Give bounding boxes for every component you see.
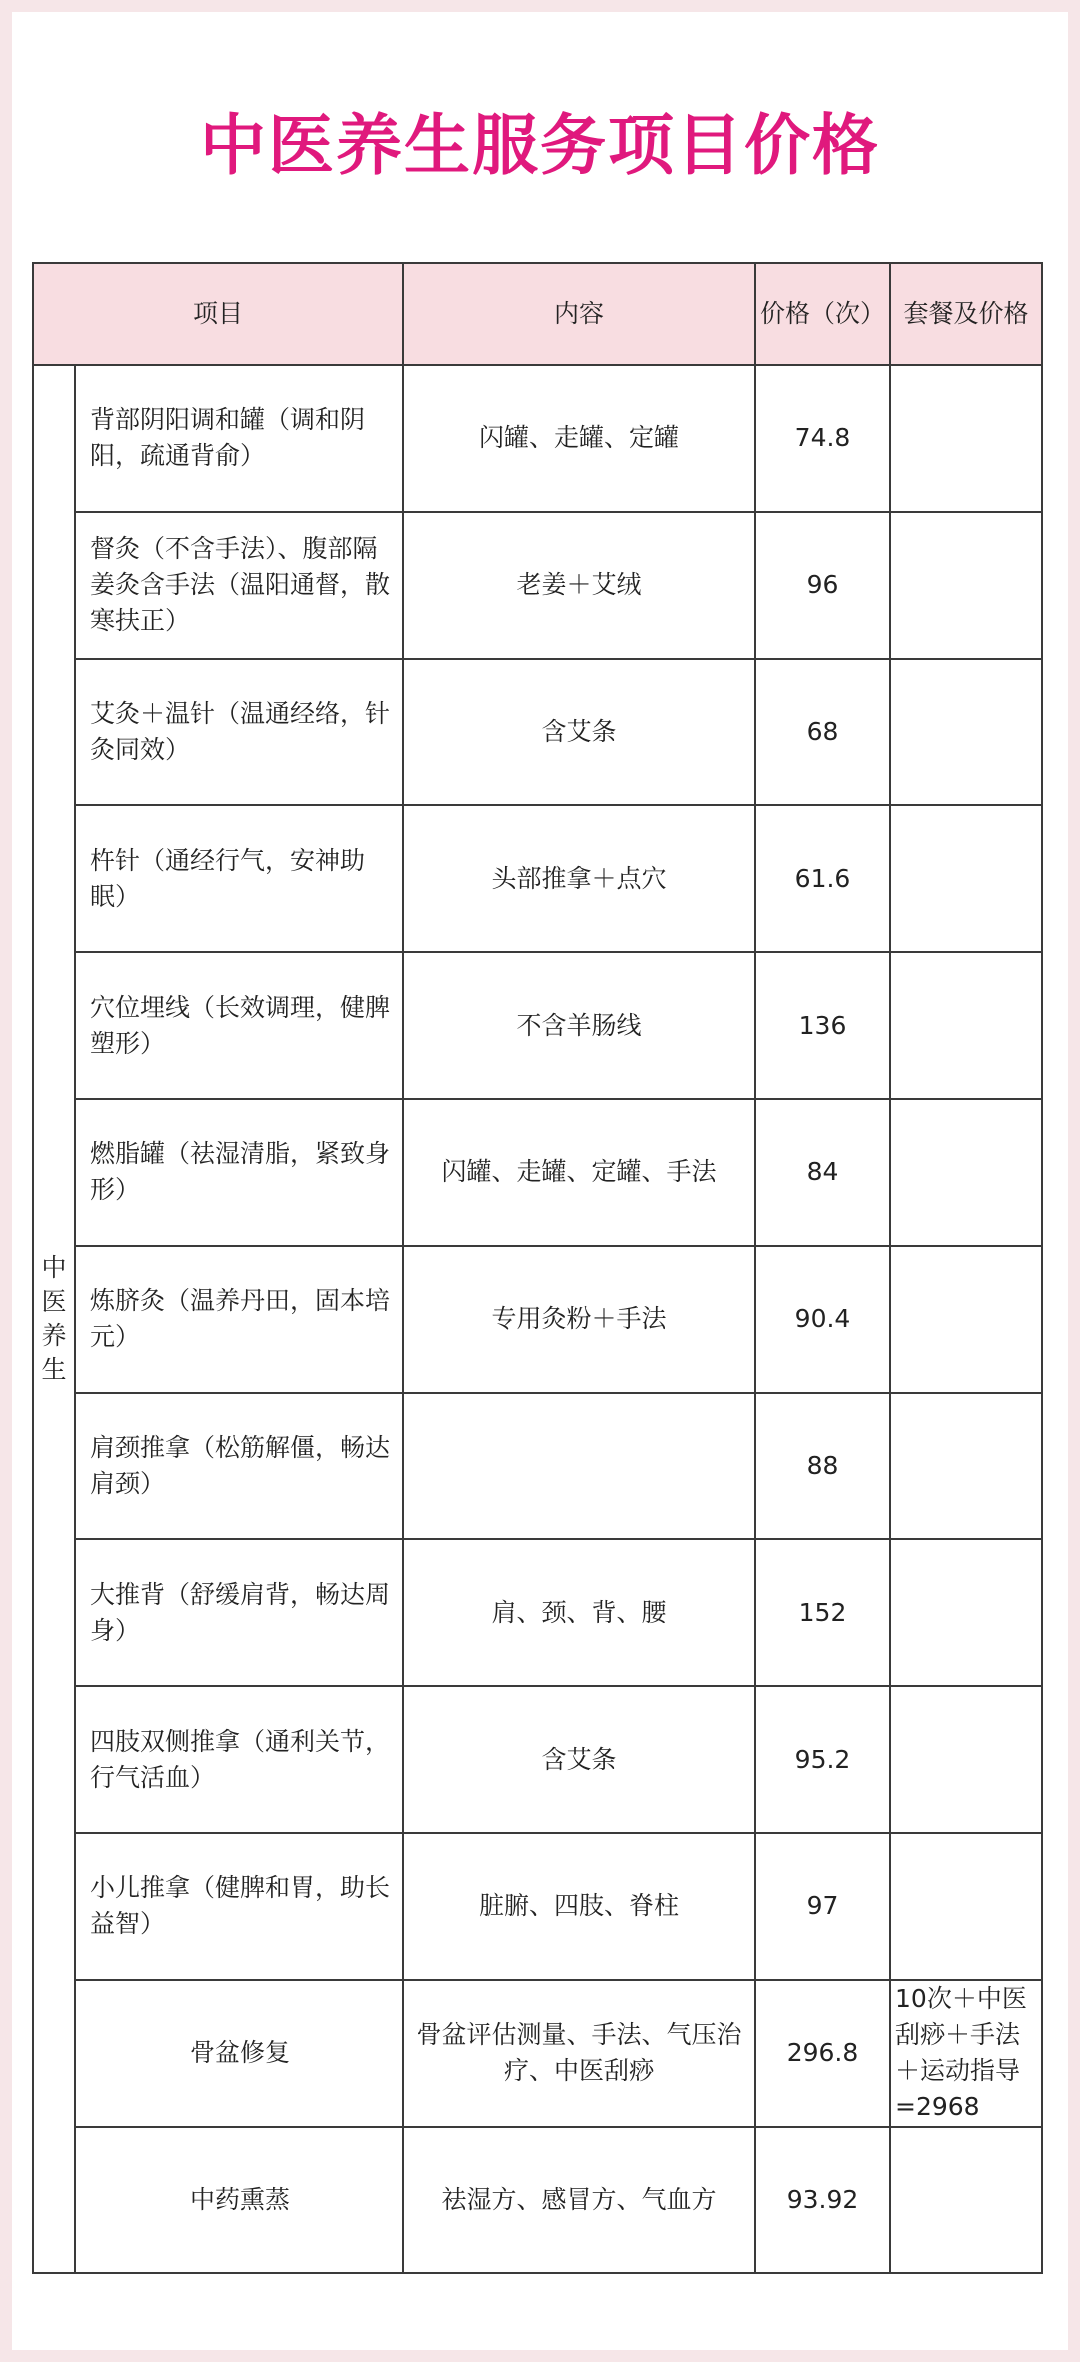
category-label: 中医养生 — [41, 1252, 67, 1384]
package-cell — [890, 1246, 1042, 1393]
content-cell: 老姜＋艾绒 — [403, 512, 755, 659]
package-cell: 10次＋中医刮痧＋手法＋运动指导=2968 — [890, 1980, 1042, 2127]
item-cell: 骨盆修复 — [75, 1980, 403, 2127]
item-cell: 中药熏蒸 — [75, 2127, 403, 2274]
item-cell: 小儿推拿（健脾和胃，助长益智） — [75, 1833, 403, 1980]
table-row — [33, 1393, 1042, 1540]
package-cell — [890, 659, 1042, 806]
item-cell: 督灸（不含手法）、腹部隔姜灸含手法（温阳通督，散寒扶正） — [75, 512, 403, 659]
item-cell: 杵针（通经行气，安神助眠） — [75, 805, 403, 952]
price-cell: 97 — [755, 1833, 890, 1980]
category-cell — [33, 365, 75, 2273]
price-cell: 84 — [755, 1099, 890, 1246]
package-cell — [890, 1539, 1042, 1686]
price-table — [32, 262, 1043, 2274]
content-cell: 闪罐、走罐、定罐 — [403, 365, 755, 512]
content-cell: 闪罐、走罐、定罐、手法 — [403, 1099, 755, 1246]
table-row — [33, 365, 1042, 512]
table-row — [33, 952, 1042, 1099]
content-cell — [403, 1393, 755, 1540]
price-cell: 96 — [755, 512, 890, 659]
table-header-row — [33, 263, 1042, 365]
item-cell: 四肢双侧推拿（通利关节，行气活血） — [75, 1686, 403, 1833]
header-project: 项目 — [33, 263, 403, 365]
price-cell: 93.92 — [755, 2127, 890, 2274]
item-cell: 大推背（舒缓肩背，畅达周身） — [75, 1539, 403, 1686]
price-cell: 88 — [755, 1393, 890, 1540]
content-cell: 脏腑、四肢、脊柱 — [403, 1833, 755, 1980]
price-cell: 68 — [755, 659, 890, 806]
price-cell: 136 — [755, 952, 890, 1099]
package-cell — [890, 2127, 1042, 2274]
item-cell: 炼脐灸（温养丹田，固本培元） — [75, 1246, 403, 1393]
table-row — [33, 805, 1042, 952]
package-cell — [890, 805, 1042, 952]
header-package: 套餐及价格 — [890, 263, 1042, 365]
price-cell: 95.2 — [755, 1686, 890, 1833]
table-row — [33, 659, 1042, 806]
content-cell: 祛湿方、感冒方、气血方 — [403, 2127, 755, 2274]
header-content: 内容 — [403, 263, 755, 365]
table-row — [33, 1980, 1042, 2127]
page-title: 中医养生服务项目价格 — [200, 107, 880, 184]
content-cell: 专用灸粉＋手法 — [403, 1246, 755, 1393]
price-cell: 296.8 — [755, 1980, 890, 2127]
table-row — [33, 2127, 1042, 2274]
table-row — [33, 512, 1042, 659]
content-cell: 头部推拿＋点穴 — [403, 805, 755, 952]
package-cell — [890, 1833, 1042, 1980]
price-cell: 152 — [755, 1539, 890, 1686]
table-row — [33, 1686, 1042, 1833]
content-cell: 含艾条 — [403, 1686, 755, 1833]
content-cell: 不含羊肠线 — [403, 952, 755, 1099]
package-cell — [890, 1099, 1042, 1246]
item-cell: 肩颈推拿（松筋解僵，畅达肩颈） — [75, 1393, 403, 1540]
header-price: 价格（次） — [755, 263, 890, 365]
table-row — [33, 1539, 1042, 1686]
package-cell — [890, 1393, 1042, 1540]
table-row — [33, 1099, 1042, 1246]
item-cell: 穴位埋线（长效调理，健脾塑形） — [75, 952, 403, 1099]
price-cell: 74.8 — [755, 365, 890, 512]
item-cell: 艾灸＋温针（温通经络，针灸同效） — [75, 659, 403, 806]
package-cell — [890, 952, 1042, 1099]
content-cell: 骨盆评估测量、手法、气压治疗、中医刮痧 — [403, 1980, 755, 2127]
table-row — [33, 1833, 1042, 1980]
price-cell: 90.4 — [755, 1246, 890, 1393]
price-cell: 61.6 — [755, 805, 890, 952]
item-cell: 背部阴阳调和罐（调和阴阳，疏通背俞） — [75, 365, 403, 512]
package-cell — [890, 1686, 1042, 1833]
content-cell: 肩、颈、背、腰 — [403, 1539, 755, 1686]
item-cell: 燃脂罐（祛湿清脂，紧致身形） — [75, 1099, 403, 1246]
table-row — [33, 1246, 1042, 1393]
package-cell — [890, 512, 1042, 659]
content-cell: 含艾条 — [403, 659, 755, 806]
package-cell — [890, 365, 1042, 512]
